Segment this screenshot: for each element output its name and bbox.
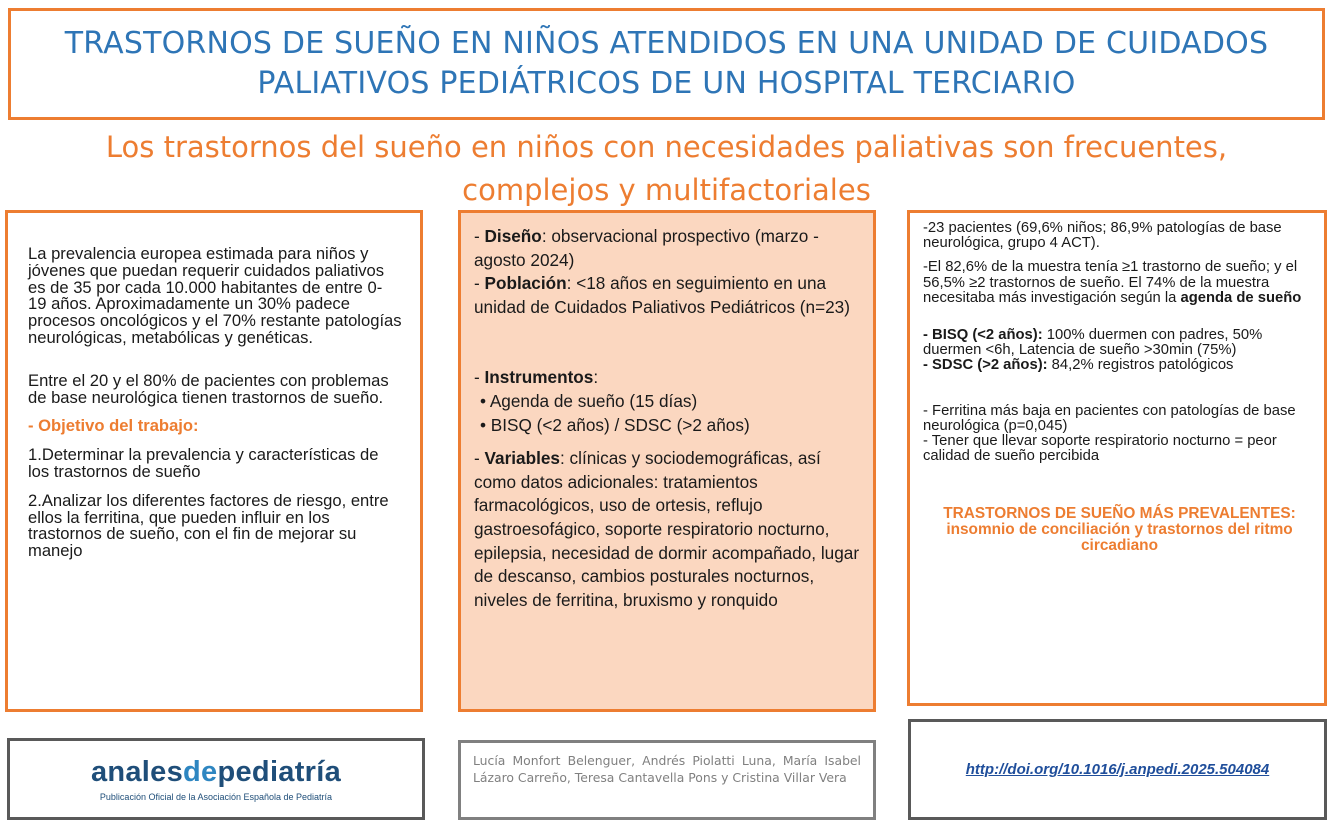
instruments-label: Instrumentos <box>484 367 594 388</box>
result-prevalence-text: -El 82,6% de la muestra tenía ≥1 trastorno de sueño; y el 56,5% ≥2 trastornos de sueño. El 74% de la muestra necesitaba más investigación según la <box>923 259 1298 306</box>
logo-part-anales: anales <box>90 756 184 788</box>
poster-title <box>8 8 1325 120</box>
subtitle-line-1: Los trastornos del sueño en niños con necesidades paliativas son frecuentes, <box>105 130 1228 164</box>
doi-link[interactable]: http://doi.org/10.1016/j.anpedi.2025.504084 <box>965 761 1270 778</box>
doi-panel <box>908 719 1327 820</box>
authors-list: Lucía Monfort Belenguer, Andrés Piolatti Luna, María Isabel Lázaro Carreño, Teresa Cantavella Pons y Cristina Villar Vera <box>473 753 861 785</box>
journal-logo <box>7 738 425 820</box>
logo-part-pediatria: pediatría <box>217 756 342 788</box>
variables-label: Variables <box>484 448 560 469</box>
methods-panel <box>458 210 876 712</box>
result-ferritin: - Ferritina más baja en pacientes con patologías de base neurológica (p=0,045) <box>923 402 1296 434</box>
logo-tagline: Publicación Oficial de la Asociación Española de Pediatría <box>99 792 333 802</box>
objective-heading: - Objetivo del trabajo: <box>28 416 199 436</box>
result-bisq <box>923 328 1316 358</box>
bisq-text: 100% duermen con padres, 50% duermen <6h, Latencia de sueño >30min (75%) <box>923 327 1263 359</box>
result-sdsc <box>923 358 1316 373</box>
instruments-item: - Instrumentos: <box>474 367 599 388</box>
result-respiratory: - Tener que llevar soporte respiratorio nocturno = peor calidad de sueño percibida <box>923 433 1277 465</box>
bisq-label: - BISQ (<2 años): <box>923 327 1043 344</box>
title-line-2: PALIATIVOS PEDIÁTRICOS DE UN HOSPITAL TERCIARIO <box>257 66 1076 101</box>
intro-paragraph-2: Entre el 20 y el 80% de pacientes con problemas de base neurológica tienen trastornos de sueño. <box>28 370 389 407</box>
title-line-1: TRASTORNOS DE SUEÑO EN NIÑOS ATENDIDOS EN UNA UNIDAD DE CUIDADOS <box>64 26 1269 61</box>
variables-text: : clínicas y sociodemográficas, así como datos adicionales: tratamientos farmacológicos, uso de ortesis, reflujo gastroesofágico, soporte respiratorio nocturno, epilepsia, necesidad de dormir acompañado, lugar de descanso, cambios posturales nocturnos, niveles de ferritina, bruxismo y ronquido <box>474 448 860 610</box>
result-prevalence-bold: agenda de sueño <box>1180 289 1302 306</box>
result-prevalence <box>923 260 1316 306</box>
result-patients: -23 pacientes (69,6% niños; 86,9% patologías de base neurológica, grupo 4 ACT). <box>923 220 1282 252</box>
authors-panel <box>458 740 876 820</box>
objective-2: 2.Analizar los diferentes factores de riesgo, entre ellos la ferritina, que pueden influir en los trastornos de sueño, con el fin de mejorar su manejo <box>28 490 389 561</box>
variables-item: - Variables: clínicas y sociodemográficas, así como datos adicionales: tratamientos farmacológicos, uso de ortesis, reflujo gastroesofágico, soporte respiratorio nocturno, epilepsia, necesidad de dormir acompañado, lugar de descanso, cambios posturales nocturnos, niveles de ferritina, bruxismo y ronquido <box>474 448 860 610</box>
results-panel <box>907 210 1327 706</box>
population-text: : <18 años en seguimiento en una unidad de Cuidados Paliativos Pediátricos (n=23) <box>474 273 850 317</box>
poster-subtitle <box>0 126 1333 212</box>
sdsc-label: - SDSC (>2 años): <box>923 357 1048 374</box>
design-text: : observacional prospectivo (marzo - agosto 2024) <box>474 226 819 270</box>
design-item: - Diseño: observacional prospectivo (marzo - agosto 2024) <box>474 226 819 270</box>
logo-wordmark <box>91 756 341 788</box>
conclusion-text: TRASTORNOS DE SUEÑO MÁS PREVALENTES: insomnio de conciliación y trastornos del ritmo circadiano <box>943 505 1296 555</box>
objective-1: 1.Determinar la prevalencia y características de los trastornos de sueño <box>28 445 379 481</box>
population-item: - Población: <18 años en seguimiento en una unidad de Cuidados Paliativos Pediátricos (n=23) <box>474 273 850 317</box>
sdsc-text: 84,2% registros patológicos <box>1047 357 1234 374</box>
population-label: Población <box>484 273 567 294</box>
introduction-panel <box>5 210 423 712</box>
instrument-1: Agenda de sueño (15 días) <box>489 390 698 411</box>
instrument-bullet-2: • BISQ (<2 años) / SDSC (>2 años) <box>480 414 750 435</box>
intro-paragraph-1: La prevalencia europea estimada para niños y jóvenes que puedan requerir cuidados paliativos es de 35 por cada 10.000 habitantes de entre 0- 19 años. Aproximadamente un 30% padece procesos oncológicos y el 70% restante patologías neurológicas, metabólicas y genéticas. <box>28 244 402 347</box>
instrument-bullet-1: • Agenda de sueño (15 días) <box>480 390 698 411</box>
design-label: Diseño <box>484 226 542 246</box>
logo-part-de: de <box>183 756 218 788</box>
subtitle-line-2: complejos y multifactoriales <box>462 173 871 207</box>
instrument-2: BISQ (<2 años) / SDSC (>2 años) <box>490 414 750 435</box>
